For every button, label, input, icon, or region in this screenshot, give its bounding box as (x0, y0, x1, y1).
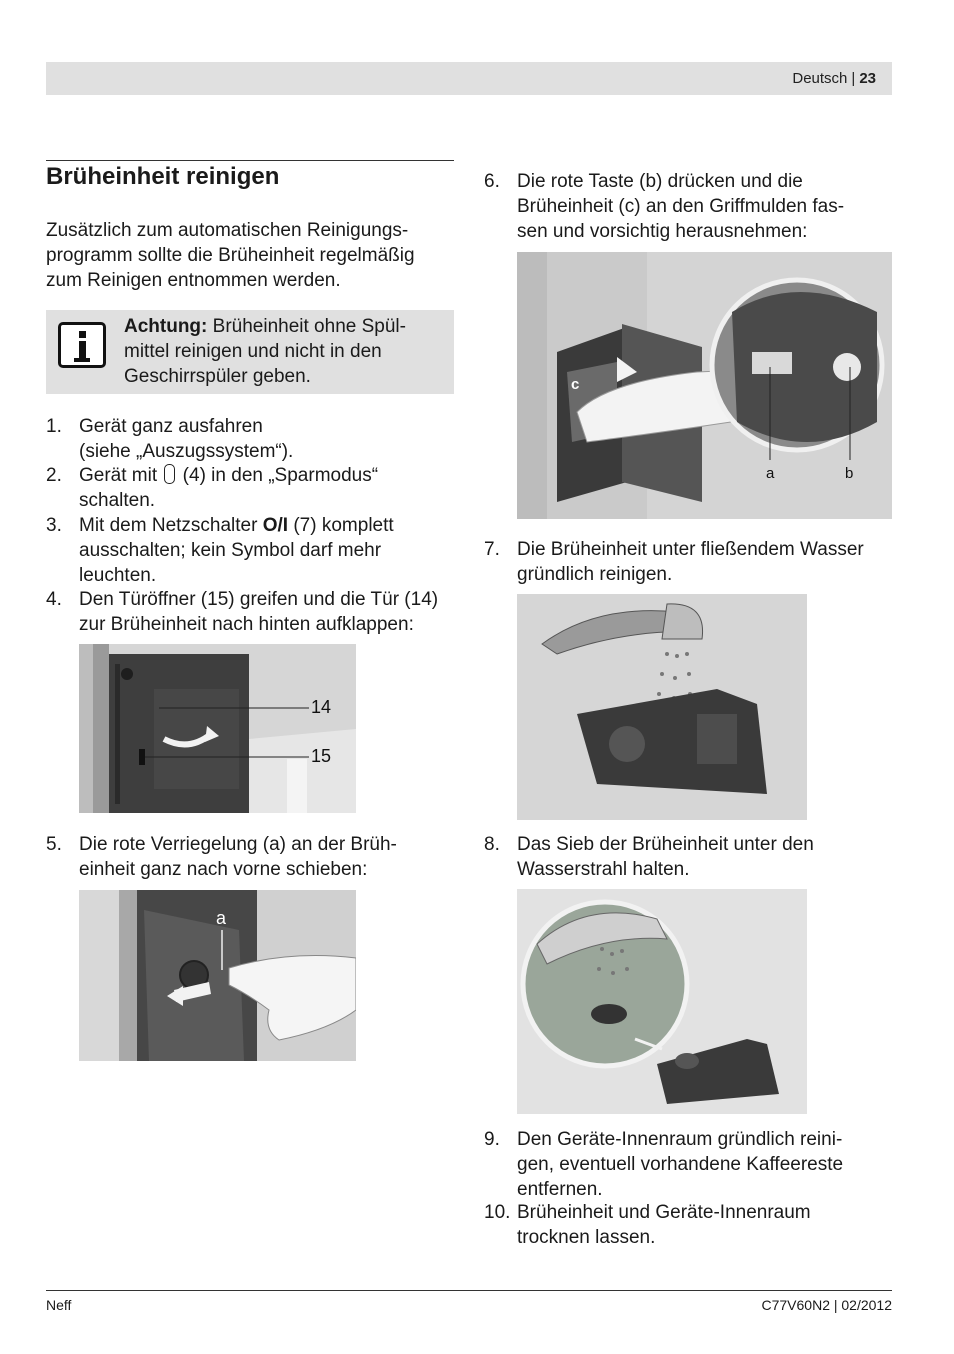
step-line: Den Türöffner (15) greifen und die Tür (14) (79, 589, 439, 610)
step-number: 10. (484, 1202, 511, 1223)
step-line: gründlich reinigen. (517, 564, 673, 585)
step-line: leuchten. (79, 565, 157, 586)
step-line: zur Brüheinheit nach hinten aufklappen: (79, 614, 414, 635)
section-rule (46, 160, 454, 161)
intro-line: programm sollte die Brüheinheit regelmäßig (46, 245, 415, 266)
caution-line: Geschirrspüler geben. (124, 366, 311, 387)
footer-brand: Neff (46, 1297, 72, 1313)
step-line: Die rote Verriegelung (a) an der Brüh- (79, 834, 397, 855)
step-line: sen und vorsichtig herausnehmen: (517, 221, 808, 242)
caution-note (46, 310, 454, 394)
step-line: entfernen. (517, 1179, 603, 1200)
figure-rinse-under-water (517, 594, 807, 820)
header-separator: | (851, 70, 856, 87)
caution-line: mittel reinigen und nicht in den (124, 341, 382, 362)
step-number: 7. (484, 539, 500, 560)
header-text (792, 70, 876, 87)
section-title: Brüheinheit reinigen (46, 163, 280, 190)
step-number: 6. (484, 171, 500, 192)
page-number: 23 (859, 70, 876, 87)
step-line: Brüheinheit und Geräte-Innenraum (517, 1202, 811, 1223)
step-line: Die Brüheinheit unter fließendem Wasser (517, 539, 864, 560)
step-line: trocknen lassen. (517, 1227, 656, 1248)
step-line: (7) komplett (288, 515, 394, 536)
step-line: Mit dem Netzschalter (79, 515, 263, 536)
step-number: 2. (46, 465, 62, 486)
callout-a: a (216, 908, 227, 928)
caution-text (124, 314, 444, 389)
step-number: 5. (46, 834, 62, 855)
step-line: schalten. (79, 490, 156, 511)
callout-15: 15 (311, 746, 332, 766)
footer-rule (46, 1290, 892, 1291)
step-number: 3. (46, 515, 62, 536)
caution-label: Achtung: (124, 316, 208, 337)
step-line: einheit ganz nach vorne schieben: (79, 859, 368, 880)
header-language: Deutsch (792, 70, 848, 87)
step-number: 4. (46, 589, 62, 610)
callout-b: b (845, 465, 854, 482)
step-line: (4) in den „Sparmodus“ (177, 465, 379, 486)
step-line: Brüheinheit (c) an den Griffmulden fas- (517, 196, 845, 217)
info-icon (58, 322, 106, 368)
step-number: 9. (484, 1129, 500, 1150)
intro-line: Zusätzlich zum automatischen Reinigungs- (46, 220, 409, 241)
figure-door-open (79, 644, 356, 813)
step-line: ausschalten; kein Symbol darf mehr (79, 540, 382, 561)
step-line: Die rote Taste (b) drücken und die (517, 171, 803, 192)
callout-c: c (571, 376, 580, 393)
step-line: Gerät mit (79, 465, 163, 486)
step-line: Das Sieb der Brüheinheit unter den (517, 834, 814, 855)
power-switch-label: O/I (262, 515, 289, 536)
eco-mode-icon (164, 464, 175, 484)
figure-brew-unit-removal (517, 252, 892, 519)
page-header (46, 62, 892, 95)
caution-line: Brüheinheit ohne Spül- (207, 316, 406, 337)
step-line: gen, eventuell vorhandene Kaffeereste (517, 1154, 844, 1175)
step-line: Den Geräte-Innenraum gründlich reini- (517, 1129, 843, 1150)
footer-model-date: C77V60N2 | 02/2012 (761, 1297, 892, 1313)
callout-a: a (766, 465, 775, 482)
step-line: Gerät ganz ausfahren (79, 416, 263, 437)
step-line: Wasserstrahl halten. (517, 859, 690, 880)
callout-14: 14 (311, 697, 332, 717)
intro-line: zum Reinigen entnommen werden. (46, 270, 341, 291)
step-line: (siehe „Auszugssystem“). (79, 441, 294, 462)
figure-lock-slide (79, 890, 356, 1061)
figure-rinse-sieve (517, 889, 807, 1114)
step-number: 8. (484, 834, 500, 855)
intro-paragraph (46, 218, 415, 293)
step-number: 1. (46, 416, 62, 437)
